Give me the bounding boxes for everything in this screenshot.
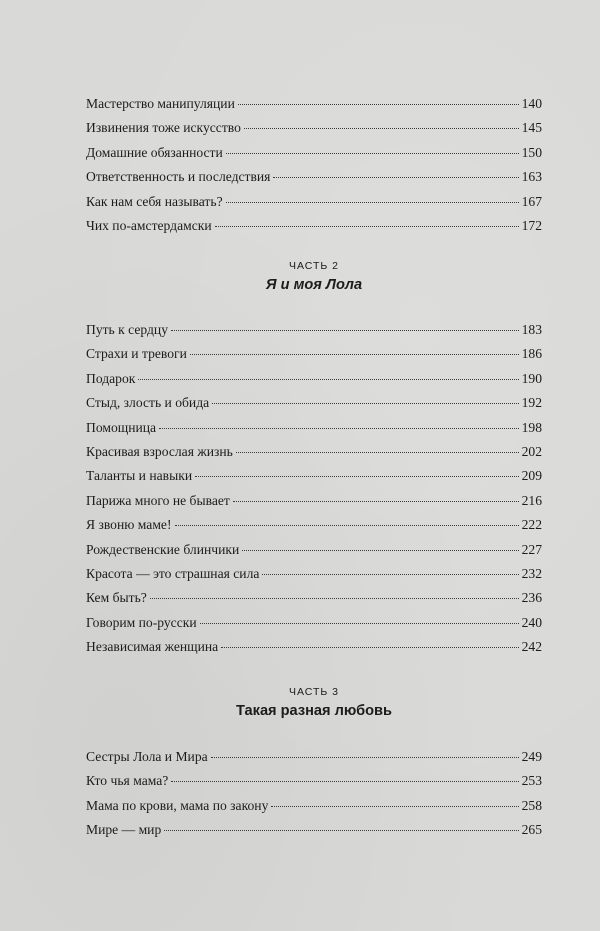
toc-entry: [86, 367, 542, 391]
dot-leader: [171, 781, 518, 782]
toc-entry-page: 140: [521, 96, 542, 111]
dot-leader: [262, 574, 518, 575]
dot-leader: [175, 525, 519, 526]
toc-entry-title: Извинения тоже искусство: [86, 120, 241, 136]
toc-entry-title: Помощница: [86, 419, 157, 435]
toc-entry-page: 216: [521, 492, 542, 508]
toc-entry-title: Кем быть?: [86, 590, 147, 606]
dot-leader: [226, 153, 519, 154]
toc-entry: [86, 562, 542, 586]
toc-entry-page: 222: [521, 517, 542, 533]
toc-entry-title: Сестры Лола и Мира: [86, 749, 208, 764]
toc-entry-title: Говорим по-русски: [86, 614, 197, 630]
dot-leader: [164, 830, 518, 831]
dot-leader: [212, 403, 518, 404]
toc-entry-page: 240: [521, 614, 542, 630]
toc-entry-page: 198: [521, 419, 542, 435]
toc-entry-title: Красота — это страшная сила: [86, 565, 260, 581]
dot-leader: [236, 452, 519, 453]
toc-entry-title: Стыд, злость и обида: [86, 395, 210, 411]
toc-entry: [86, 214, 542, 238]
toc-entry-page: 227: [521, 541, 542, 557]
toc-entry: [86, 141, 542, 165]
toc-entry-title: Я звоню маме!: [86, 517, 172, 533]
part-label: ЧАСТЬ 3: [288, 686, 340, 698]
toc-entry-page: 209: [521, 468, 542, 484]
toc-entry: [86, 464, 542, 488]
toc-entry-page: 249: [521, 749, 542, 764]
dot-leader: [200, 623, 519, 624]
toc-entry-title: Парижа много не бывает: [86, 492, 230, 508]
toc-entry-title: Домашние обязанности: [86, 144, 223, 160]
toc-entry-title: Чих по-амстердамски: [86, 217, 212, 233]
toc-entry: [86, 513, 542, 537]
toc-entry: [86, 440, 542, 464]
toc-entry-title: Подарок: [86, 370, 136, 386]
toc-entry-title: Путь к сердцу: [86, 322, 168, 337]
part-title: Такая разная любовь: [235, 703, 393, 719]
toc-entry: [86, 794, 542, 818]
toc-entry: [86, 190, 542, 214]
toc-part-2: [86, 318, 542, 659]
dot-leader: [215, 226, 519, 227]
toc-entry-page: 150: [521, 144, 542, 160]
toc-entry: [86, 586, 542, 610]
toc-entry-title: Рождественские блинчики: [86, 541, 240, 557]
toc-entry-page: 253: [521, 773, 542, 789]
dot-leader: [244, 128, 519, 129]
toc-entry-title: Таланты и навыки: [86, 468, 193, 484]
toc-entry-title: Независимая женщина: [86, 639, 219, 655]
toc-entry-page: 163: [521, 169, 542, 185]
dot-leader: [195, 476, 519, 477]
toc-entry-page: 202: [521, 443, 542, 459]
toc-entry-page: 145: [521, 120, 542, 136]
part-title: Я и моя Лола: [265, 277, 363, 293]
toc-entry: [86, 92, 542, 116]
dot-leader: [233, 501, 519, 502]
toc-entry-page: 172: [521, 217, 542, 233]
toc-entry-page: 186: [521, 346, 542, 362]
toc-entry-page: 236: [521, 590, 542, 606]
toc-entry-page: 232: [521, 565, 542, 581]
toc-section-1: [86, 92, 542, 238]
dot-leader: [171, 330, 519, 331]
dot-leader: [242, 550, 518, 551]
part-3-heading: [86, 684, 542, 722]
dot-leader: [190, 354, 519, 355]
part-2-heading: [86, 258, 542, 296]
toc-entry-title: Мама по крови, мама по закону: [86, 797, 269, 813]
toc-entry-title: Мастерство манипуляции: [86, 96, 235, 111]
toc-entry-page: 258: [521, 797, 542, 813]
toc-entry-page: 192: [521, 395, 542, 411]
dot-leader: [273, 177, 518, 178]
dot-leader: [226, 202, 519, 203]
toc-entry-page: 265: [521, 822, 542, 838]
toc-entry-page: 167: [521, 193, 542, 209]
toc-entry-title: Как нам себя называть?: [86, 193, 223, 209]
toc-entry-page: 190: [521, 370, 542, 386]
toc-entry-page: 242: [521, 639, 542, 655]
toc-entry: [86, 116, 542, 140]
toc-entry-title: Красивая взрослая жизнь: [86, 443, 233, 459]
toc-entry-title: Кто чья мама?: [86, 773, 169, 789]
toc-entry: [86, 818, 542, 842]
dot-leader: [138, 379, 518, 380]
dot-leader: [211, 757, 519, 758]
toc-entry: [86, 538, 542, 562]
toc-entry-title: Мире — мир: [86, 822, 162, 838]
dot-leader: [271, 806, 518, 807]
toc-entry: [86, 165, 542, 189]
dot-leader: [150, 598, 519, 599]
toc-entry: [86, 342, 542, 366]
toc-entry-page: 183: [521, 322, 542, 337]
toc-entry: [86, 745, 542, 769]
dot-leader: [221, 647, 518, 648]
dot-leader: [238, 104, 519, 105]
dot-leader: [159, 428, 519, 429]
toc-entry-title: Страхи и тревоги: [86, 346, 187, 362]
part-label: ЧАСТЬ 2: [288, 260, 340, 272]
toc-entry: [86, 769, 542, 793]
toc-entry: [86, 635, 542, 659]
toc-entry: [86, 416, 542, 440]
toc-entry: [86, 391, 542, 415]
toc-entry: [86, 318, 542, 342]
toc-entry: [86, 489, 542, 513]
toc-entry-title: Ответственность и последствия: [86, 169, 271, 185]
toc-part-3: [86, 745, 542, 843]
toc-entry: [86, 611, 542, 635]
